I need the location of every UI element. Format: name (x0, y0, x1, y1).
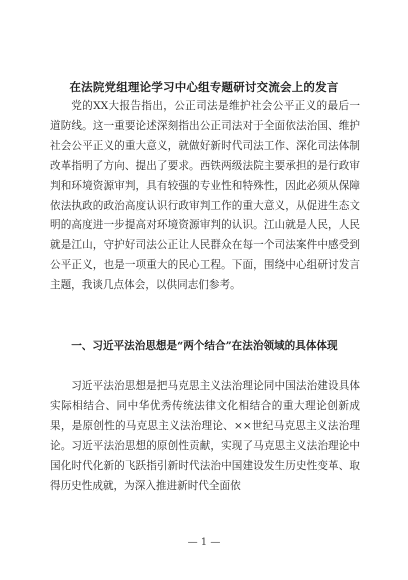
intro-paragraph: 党的XX大报告指出，公正司法是维护社会公平正义的最后一道防线。这一重要论述深刻指出公正司法对于全面依法治国、维护社会公平正义的重大意义，就做好新时代司法工作、深化司法体制改革指明了方向、提出了要求。西铁两级法院主要承担的是行政审判和环境资源审判，具有较强的专业性和特殊性，因此必须从保障依法执政的政治高度认识行政审判工作的重大意义，从促进生态文明的高度进一步提高对环境资源审判的认识。江山就是人民，人民就是江山，守护好司法公正让人民群众在每一个司法案件中感受到公平正义，也是一项重大的民心工程。下面，围绕中心组研讨发言主题，我谈几点体会，以供同志们参考。 (50, 100, 360, 292)
page-number: — 1 — (187, 537, 221, 548)
section-paragraph: 习近平法治思想是把马克思主义法治理论同中国法治建设具体实际相结合、同中华优秀传统法律文化相结合的重大理论创新成果，是原创性的马克思主义法治理论、××世纪马克思主义法治理论。习近平法治思想的原创性贡献，实现了马克思主义法治理论中国化时代化新的飞跃指引新时代法治中国建设发生历史性变革、取得历史性成就，为深入推进新时代全面依 (50, 380, 360, 492)
section-paragraph-block (50, 377, 360, 496)
document-title: 在法院党组理论学习中心组专题研讨交流会上的发言 (69, 80, 339, 94)
section-heading: 一、习近平法治思想是“两个结合”在法治领域的具体体现 (71, 340, 338, 352)
intro-paragraph-block (50, 97, 360, 296)
